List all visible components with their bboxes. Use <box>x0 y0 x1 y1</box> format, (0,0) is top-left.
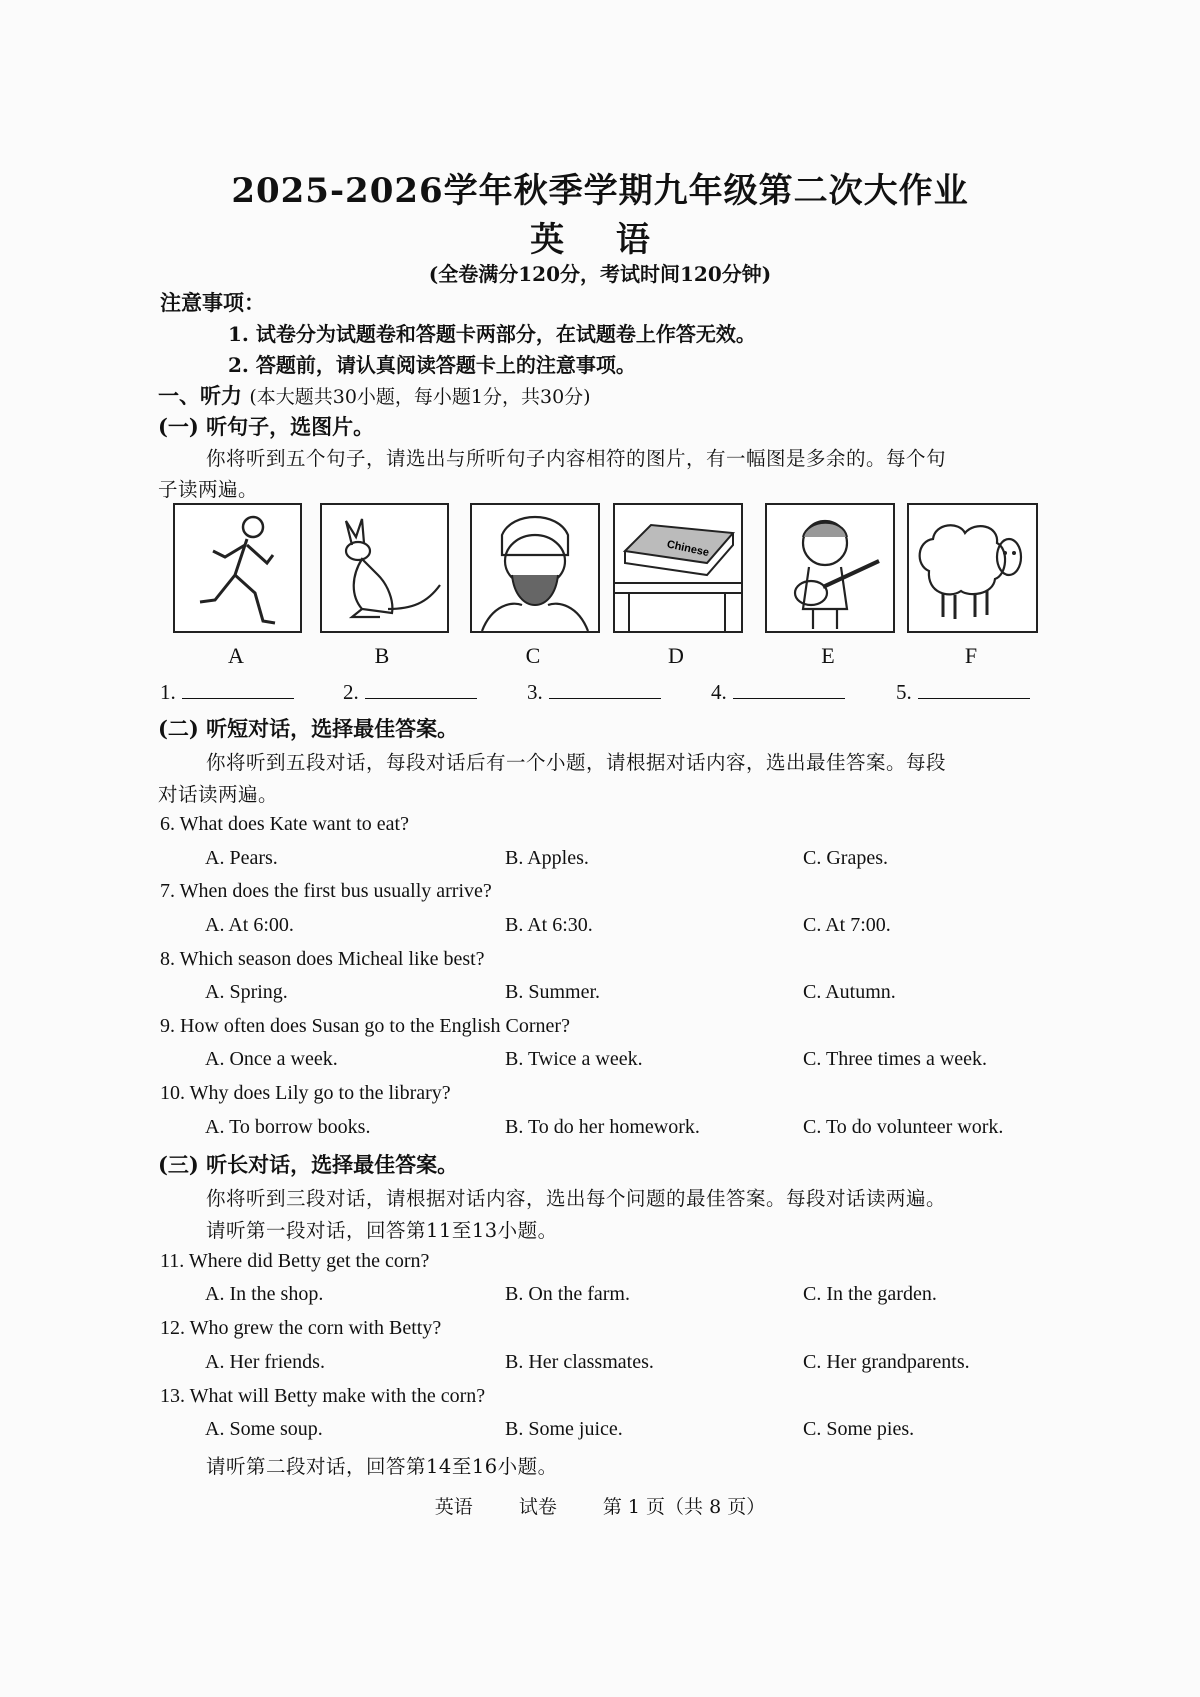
blank-line <box>918 678 1030 699</box>
option-b[interactable]: B. Her classmates. <box>505 1351 654 1373</box>
footer-subject: 英语 <box>434 1496 473 1518</box>
option-c[interactable]: C. Autumn. <box>803 981 896 1003</box>
option-a[interactable]: A. In the shop. <box>205 1283 324 1305</box>
exam-title: 2025-2026学年秋季学期九年级第二次大作业 <box>231 171 969 211</box>
option-b[interactable]: B. On the farm. <box>505 1283 630 1305</box>
option-a[interactable]: A. Once a week. <box>205 1048 338 1070</box>
picture-label: E <box>821 643 835 668</box>
blank-line <box>182 678 294 699</box>
blank-number: 3. <box>527 680 543 704</box>
picture-c <box>470 503 600 633</box>
option-c[interactable]: C. Her grandparents. <box>803 1351 970 1373</box>
blank-number: 4. <box>711 680 727 704</box>
option-b[interactable]: B. Some juice. <box>505 1418 623 1440</box>
blank-number: 1. <box>160 680 176 704</box>
section2-instruction: 你将听到五段对话，每段对话后有一个小题，请根据对话内容，选出最佳答案。每段 <box>206 751 947 774</box>
answer-blank[interactable] <box>527 678 661 705</box>
question-12: 12. Who grew the corn with Betty? <box>160 1317 442 1339</box>
notice-heading: 注意事项： <box>160 290 265 315</box>
confucius-icon <box>472 505 598 631</box>
question-9: 9. How often does Susan go to the English Corner? <box>160 1015 570 1037</box>
picture-a <box>173 503 302 633</box>
section2-instruction-cont: 对话读两遍。 <box>158 783 279 806</box>
option-c[interactable]: C. To do volunteer work. <box>803 1116 1004 1138</box>
answer-blank[interactable] <box>160 678 294 705</box>
option-c[interactable]: C. Grapes. <box>803 847 888 869</box>
blank-number: 2. <box>343 680 359 704</box>
runner-icon <box>175 505 300 631</box>
question-8: 8. Which season does Micheal like best? <box>160 948 485 970</box>
option-c[interactable]: C. Some pies. <box>803 1418 915 1440</box>
option-a[interactable]: A. Some soup. <box>205 1418 323 1440</box>
picture-label: F <box>964 643 978 668</box>
part-note: (本大题共30小题，每小题1分，共30分) <box>249 386 591 408</box>
score-note: (全卷满分120分，考试时间120分钟) <box>428 262 772 286</box>
picture-b <box>320 503 449 633</box>
notice-item: 1. 试卷分为试题卷和答题卡两部分，在试题卷上作答无效。 <box>228 322 756 346</box>
question-13: 13. What will Betty make with the corn? <box>160 1385 486 1407</box>
answer-blank[interactable] <box>711 678 845 705</box>
blank-number: 5. <box>896 680 912 704</box>
answer-blank[interactable] <box>343 678 477 705</box>
section1-instruction: 你将听到五个句子，请选出与所听句子内容相符的图片，有一幅图是多余的。每个句 <box>206 447 947 470</box>
section3-instruction: 你将听到三段对话，请根据对话内容，选出每个问题的最佳答案。每段对话读两遍。 <box>206 1187 947 1210</box>
section1-heading: (一) 听句子，选图片。 <box>158 414 375 439</box>
notice-item: 2. 答题前，请认真阅读答题卡上的注意事项。 <box>228 353 636 377</box>
blank-line <box>549 678 661 699</box>
option-c[interactable]: C. In the garden. <box>803 1283 937 1305</box>
picture-e <box>765 503 895 633</box>
option-a[interactable]: A. To borrow books. <box>205 1116 371 1138</box>
question-11: 11. Where did Betty get the corn? <box>160 1250 430 1272</box>
picture-label: C <box>525 643 541 668</box>
subject-title: 英 语 <box>530 220 670 260</box>
book-title: Chinese <box>665 538 711 560</box>
section2-heading: (二) 听短对话，选择最佳答案。 <box>158 716 459 741</box>
option-b[interactable]: B. To do her homework. <box>505 1116 700 1138</box>
sheep-icon <box>909 505 1036 631</box>
kangaroo-icon <box>322 505 447 631</box>
option-b[interactable]: B. Apples. <box>505 847 589 869</box>
page-footer <box>0 1492 1200 1519</box>
answer-blank[interactable] <box>896 678 1030 705</box>
blank-line <box>733 678 845 699</box>
picture-label: D <box>668 643 684 668</box>
option-c[interactable]: C. Three times a week. <box>803 1048 988 1070</box>
option-b[interactable]: B. Summer. <box>505 981 601 1003</box>
page-number: 第 1 页（共 8 页） <box>602 1496 766 1518</box>
guitar-boy-icon <box>767 505 893 631</box>
question-6: 6. What does Kate want to eat? <box>160 813 409 835</box>
option-b[interactable]: B. Twice a week. <box>505 1048 643 1070</box>
option-a[interactable]: A. At 6:00. <box>205 914 294 936</box>
footer-kind: 试卷 <box>518 1496 557 1518</box>
option-a[interactable]: A. Pears. <box>205 847 278 869</box>
picture-f <box>907 503 1038 633</box>
option-a[interactable]: A. Spring. <box>205 981 288 1003</box>
section3-heading: (三) 听长对话，选择最佳答案。 <box>158 1152 459 1177</box>
question-7: 7. When does the first bus usually arrive? <box>160 880 492 902</box>
part-title: 一、听力 <box>158 383 242 408</box>
part-heading <box>158 380 591 410</box>
picture-label: A <box>228 643 244 668</box>
option-c[interactable]: C. At 7:00. <box>803 914 891 936</box>
picture-d <box>613 503 743 633</box>
option-a[interactable]: A. Her friends. <box>205 1351 325 1373</box>
dialog1-intro: 请听第一段对话，回答第11至13小题。 <box>206 1219 558 1242</box>
picture-label: B <box>374 643 390 668</box>
section1-instruction-cont: 子读两遍。 <box>158 478 259 501</box>
chinese-book-icon <box>615 505 741 631</box>
blank-line <box>365 678 477 699</box>
option-b[interactable]: B. At 6:30. <box>505 914 593 936</box>
dialog2-intro: 请听第二段对话，回答第14至16小题。 <box>206 1455 558 1478</box>
question-10: 10. Why does Lily go to the library? <box>160 1082 451 1104</box>
